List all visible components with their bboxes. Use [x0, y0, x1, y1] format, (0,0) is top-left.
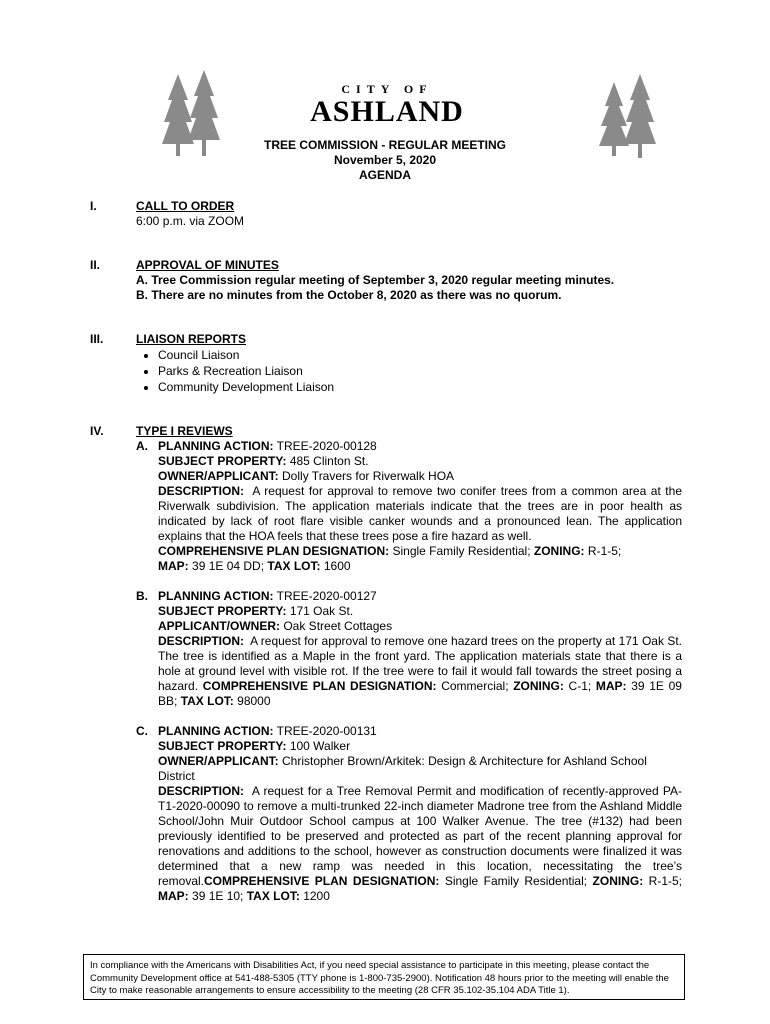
- label: ZONING:: [592, 874, 644, 888]
- label: ZONING:: [533, 544, 585, 558]
- zoning-value: R-1-5;: [587, 544, 622, 558]
- map-value: 39 1E 04 DD;: [192, 559, 265, 573]
- item-letter: A.: [136, 439, 148, 453]
- label: TAX LOT:: [180, 694, 234, 708]
- plan-designation-value: Single Family Residential;: [444, 874, 588, 888]
- subject-property-value: 171 Oak St.: [289, 604, 354, 618]
- label: COMPREHENSIVE PLAN DESIGNATION:: [204, 874, 440, 888]
- list-item: • Community Development Liaison: [158, 379, 690, 395]
- section-number: I.: [90, 199, 97, 213]
- label: SUBJECT PROPERTY:: [158, 454, 287, 468]
- label: COMPREHENSIVE PLAN DESIGNATION:: [202, 679, 437, 693]
- section-number: IV.: [90, 424, 104, 438]
- zoning-value: R-1-5;: [648, 874, 683, 888]
- label: MAP:: [158, 889, 189, 903]
- plan-designation-value: Commercial;: [441, 679, 509, 693]
- description-text: A request for a Tree Removal Permit and modification of recently-approved PA-T1-2020-00090 to remove a multi-trunked 22-inch diameter Madrone tree from the Ashland Middle School/John Muir Outdoor School campus at 100 Walker Avenue. The tree (#132) had been previously identified to be preserved and protected as part of the recent planning approval for renovations and additions to the school, however as construction documents were finalized it was determined that a new ramp was needed in this location, necessitating the tree’s removal.: [158, 784, 682, 888]
- label: MAP:: [158, 559, 189, 573]
- owner-applicant-value: Oak Street Cottages: [283, 619, 393, 633]
- ada-notice-text: In compliance with the Americans with Disabilities Act, if you need special assistance to participate in this meeting, please contact the Community Development office at 541-488-5305 (TTY phone is 1-800-735-2900). Notification 48 hours prior to the meeting will enable the City to make reasonable arrangements to ensure accessibility to the meeting (28 CFR 35.102-35.104 ADA Title 1).: [90, 960, 669, 996]
- label: OWNER/APPLICANT:: [158, 754, 279, 768]
- label: COMPREHENSIVE PLAN DESIGNATION:: [158, 544, 390, 558]
- description-text: A request for approval to remove one hazard trees on the property at 171 Oak St. The tree is identified as a Maple in the front yard. The application materials state that there is a hole at ground level with visible rot. If the tree were to fail it would fall towards the street posing a hazard.: [158, 634, 682, 693]
- logo-city-of: CITY OF: [341, 82, 433, 96]
- review-item-c: [136, 724, 682, 904]
- label: DESCRIPTION:: [158, 484, 245, 498]
- list-item: • Council Liaison: [158, 347, 690, 363]
- tax-lot-value: 1200: [303, 889, 330, 903]
- label: TAX LOT:: [246, 889, 300, 903]
- review-item-a: [136, 439, 682, 574]
- minutes-item-b: B. There are no minutes from the October 8, 2020 as there was no quorum.: [136, 288, 562, 302]
- label: MAP:: [595, 679, 627, 693]
- planning-action-value: TREE-2020-00128: [276, 439, 377, 453]
- meeting-date: November 5, 2020: [333, 153, 437, 167]
- owner-applicant-value: Christopher Brown/Arkitek: Design & Architecture for Ashland School District: [158, 754, 647, 783]
- label: APPLICANT/OWNER:: [158, 619, 280, 633]
- description-text: A request for approval to remove two conifer trees from a common area at the Riverwalk subdivision. The application materials indicate that the trees are in poor health as indicated by lack of root flare visible canker wounds and a pronounced lean. The application explains that the HOA feels that these trees pose a fire hazard as well.: [158, 484, 682, 543]
- section-number: III.: [90, 332, 104, 346]
- city-logo: [292, 82, 482, 128]
- label: OWNER/APPLICANT:: [158, 469, 279, 483]
- section-title: CALL TO ORDER: [136, 199, 235, 213]
- section-title: TYPE I REVIEWS: [136, 424, 233, 438]
- label: DESCRIPTION:: [158, 784, 245, 798]
- agenda-header: [0, 138, 770, 183]
- label: PLANNING ACTION:: [158, 589, 274, 603]
- logo-ashland: ASHLAND: [310, 95, 464, 128]
- map-value: 39 1E 09 BB;: [158, 679, 682, 708]
- tax-lot-value: 98000: [237, 694, 271, 708]
- label: PLANNING ACTION:: [158, 439, 274, 453]
- liaison-list: [136, 347, 690, 395]
- label: DESCRIPTION:: [158, 634, 245, 648]
- list-item: • Parks & Recreation Liaison: [158, 363, 690, 379]
- section-title: APPROVAL OF MINUTES: [136, 258, 279, 272]
- label: SUBJECT PROPERTY:: [158, 739, 287, 753]
- meeting-title: TREE COMMISSION - REGULAR MEETING: [263, 138, 506, 152]
- label: PLANNING ACTION:: [158, 724, 274, 738]
- owner-applicant-value: Dolly Travers for Riverwalk HOA: [282, 469, 455, 483]
- map-value: 39 1E 10;: [192, 889, 244, 903]
- zoning-value: C-1;: [568, 679, 592, 693]
- tax-lot-value: 1600: [323, 559, 351, 573]
- subject-property-value: 100 Walker: [289, 739, 351, 753]
- call-to-order-text: 6:00 p.m. via ZOOM: [136, 214, 245, 228]
- agenda-label: AGENDA: [358, 168, 411, 182]
- ada-notice: [83, 954, 685, 1000]
- section-title: LIAISON REPORTS: [136, 332, 247, 346]
- item-letter: C.: [136, 724, 148, 738]
- plan-designation-value: Single Family Residential;: [392, 544, 531, 558]
- section-number: II.: [90, 258, 101, 272]
- planning-action-value: TREE-2020-00131: [276, 724, 377, 738]
- subject-property-value: 485 Clinton St.: [289, 454, 369, 468]
- item-letter: B.: [136, 589, 148, 603]
- label: TAX LOT:: [267, 559, 321, 573]
- minutes-item-a: A. Tree Commission regular meeting of September 3, 2020 regular meeting minutes.: [136, 273, 615, 287]
- label: SUBJECT PROPERTY:: [158, 604, 287, 618]
- label: ZONING:: [513, 679, 564, 693]
- planning-action-value: TREE-2020-00127: [276, 589, 377, 603]
- review-item-b: [136, 589, 682, 709]
